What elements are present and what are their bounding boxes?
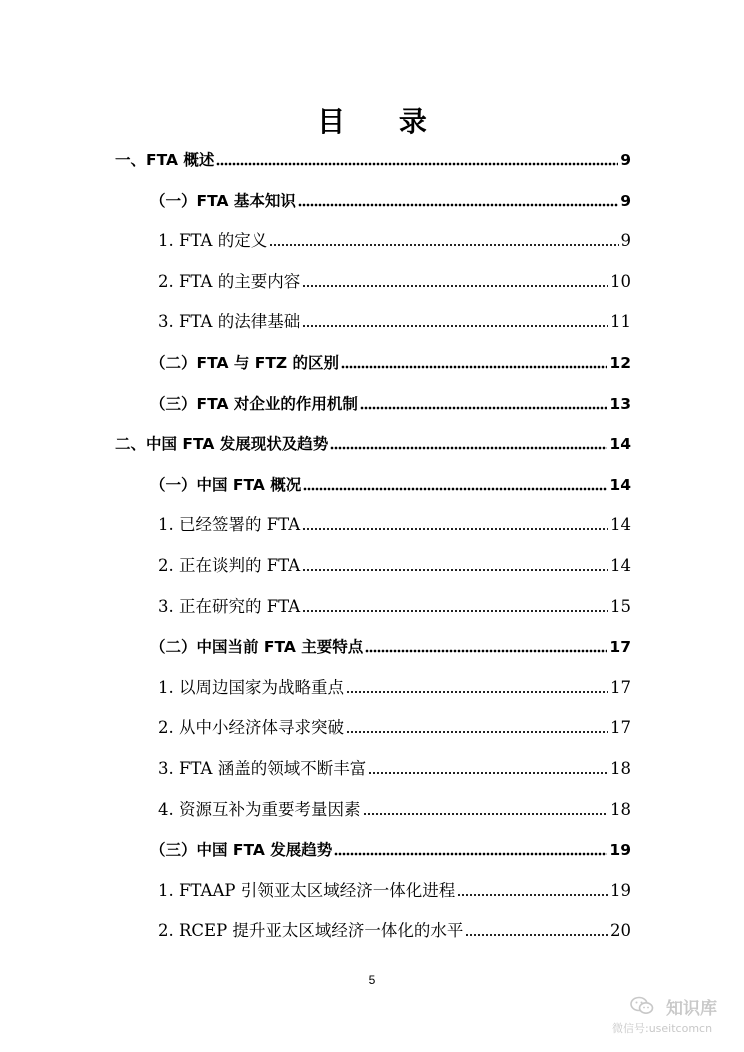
toc-entry-page: 11 xyxy=(610,312,631,332)
toc-entry-label: 1. FTA 的定义 xyxy=(158,231,268,251)
toc-entry-label: （二）中国当前 FTA 主要特点 xyxy=(150,638,364,657)
toc-entry-label: 2. 正在谈判的 FTA xyxy=(158,556,301,575)
toc-leader-dots xyxy=(346,682,608,694)
toc-entry[interactable] xyxy=(150,632,631,658)
toc-leader-dots xyxy=(216,154,618,166)
watermark-name: 知识库 xyxy=(666,999,717,1019)
toc-entry-page: 14 xyxy=(610,515,631,535)
toc-entry[interactable] xyxy=(158,673,631,699)
toc-entry-page: 20 xyxy=(610,921,631,941)
watermark xyxy=(612,994,732,1038)
toc-entry[interactable] xyxy=(158,267,631,293)
toc-leader-dots xyxy=(298,195,618,207)
toc-entry[interactable] xyxy=(150,470,631,496)
toc-entry-page: 17 xyxy=(610,718,631,738)
toc-entry[interactable] xyxy=(158,551,631,577)
toc-entry-label: 二、中国 FTA 发展现状及趋势 xyxy=(115,435,329,454)
toc-entry-page: 17 xyxy=(610,677,631,697)
toc-leader-dots xyxy=(341,357,607,369)
toc-entry[interactable] xyxy=(158,916,631,942)
toc-leader-dots xyxy=(302,560,608,572)
toc-entry-label: （一）FTA 基本知识 xyxy=(150,191,296,210)
toc-leader-dots xyxy=(363,804,609,816)
toc-entry-label: （二）FTA 与 FTZ 的区别 xyxy=(150,354,340,372)
toc-entry-page: 17 xyxy=(609,638,631,657)
toc-leader-dots xyxy=(302,276,608,288)
toc-entry[interactable] xyxy=(150,835,631,861)
toc-entry-page: 14 xyxy=(610,556,631,575)
toc-leader-dots xyxy=(334,844,607,856)
toc-entry-label: （一）中国 FTA 概况 xyxy=(150,475,302,494)
toc-entry-page: 10 xyxy=(610,271,631,291)
toc-entry-label: 2. 从中小经济体寻求突破 xyxy=(158,718,344,738)
toc-title: 目 录 xyxy=(317,105,449,138)
toc-leader-dots xyxy=(365,641,607,653)
wechat-icon xyxy=(630,996,654,1016)
toc-entry[interactable] xyxy=(150,389,631,415)
toc-entry-label: 3. 正在研究的 FTA xyxy=(158,596,301,616)
toc-entry-page: 14 xyxy=(609,475,631,494)
toc-entry-page: 9 xyxy=(620,231,631,251)
toc-entry[interactable] xyxy=(158,754,631,780)
toc-entry[interactable] xyxy=(115,429,631,455)
toc-entry-page: 18 xyxy=(610,799,631,819)
toc-entry-page: 18 xyxy=(610,759,631,778)
toc-leader-dots xyxy=(303,479,607,491)
toc-entry[interactable] xyxy=(158,713,631,739)
toc-entry[interactable] xyxy=(158,307,631,333)
toc-entry-label: （三）FTA 对企业的作用机制 xyxy=(150,394,358,413)
toc-entry[interactable] xyxy=(158,592,631,618)
toc-entry-page: 12 xyxy=(609,354,631,372)
toc-leader-dots xyxy=(302,601,608,613)
toc-entry-page: 9 xyxy=(620,191,631,210)
toc-leader-dots xyxy=(330,438,607,450)
toc-entry-page: 19 xyxy=(609,841,631,860)
toc-entry-label: 3. FTA 的法律基础 xyxy=(158,312,301,332)
watermark-sub: 微信号:useitcomcn xyxy=(612,1022,713,1035)
toc-entry-label: 3. FTA 涵盖的领域不断丰富 xyxy=(158,759,367,778)
toc-entry-label: 2. RCEP 提升亚太区域经济一体化的水平 xyxy=(158,921,464,941)
toc-entry-label: 1. 已经签署的 FTA xyxy=(158,515,301,535)
toc-leader-dots xyxy=(457,885,608,897)
toc-entry-page: 14 xyxy=(609,435,631,454)
toc-leader-dots xyxy=(346,722,608,734)
toc-entry-page: 19 xyxy=(610,880,631,900)
toc-entry[interactable] xyxy=(150,186,631,212)
toc-entry-page: 9 xyxy=(620,151,631,169)
toc-entry[interactable] xyxy=(158,510,631,536)
toc-entry-label: 1. 以周边国家为战略重点 xyxy=(158,677,344,697)
toc-entry-label: 1. FTAAP 引领亚太区域经济一体化进程 xyxy=(158,880,456,900)
toc-leader-dots xyxy=(368,763,608,775)
toc-entry-page: 13 xyxy=(609,394,631,413)
toc-leader-dots xyxy=(360,398,608,410)
toc-leader-dots xyxy=(302,519,608,531)
toc-entry[interactable] xyxy=(150,348,631,374)
toc-entry[interactable] xyxy=(158,226,631,252)
toc-entry-label: 2. FTA 的主要内容 xyxy=(158,271,301,291)
toc-leader-dots xyxy=(302,316,608,328)
toc-entry-label: （三）中国 FTA 发展趋势 xyxy=(150,841,333,860)
toc-leader-dots xyxy=(269,235,618,247)
toc-entry-label: 4. 资源互补为重要考量因素 xyxy=(158,799,361,819)
toc-entry-label: 一、FTA 概述 xyxy=(115,151,215,169)
page-number: 5 xyxy=(368,973,376,987)
toc-entry[interactable] xyxy=(158,876,631,902)
toc-entry-page: 15 xyxy=(610,596,631,616)
toc-leader-dots xyxy=(465,925,608,937)
toc-entry[interactable] xyxy=(158,795,631,821)
toc-entry[interactable] xyxy=(115,145,631,171)
